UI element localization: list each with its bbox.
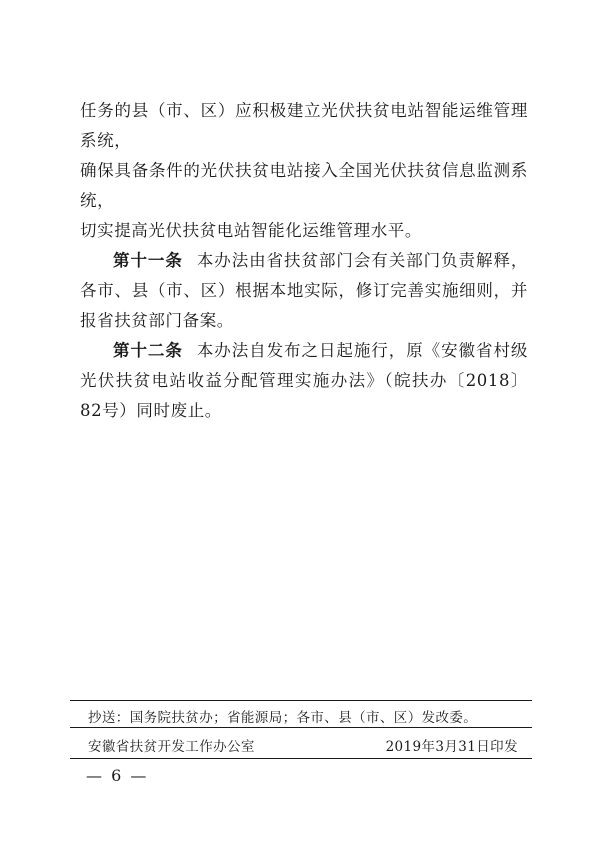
- paragraph-line: 切实提高光伏扶贫电站智能化运维管理水平。: [80, 221, 422, 240]
- article-11: [80, 246, 528, 336]
- cc-line: 抄送：国务院扶贫办；省能源局；各市、县（市、区）发改委。: [88, 710, 478, 726]
- paragraph-line: 任务的县（市、区）应积极建立光伏扶贫电站智能运维管理系统，: [80, 101, 528, 150]
- article-12-number: 第十二条: [113, 341, 183, 360]
- issue-date: 2019年3月31日印发: [385, 739, 518, 755]
- divider-middle: [70, 727, 532, 728]
- body-text: [80, 96, 528, 426]
- page-number: — 6 —: [86, 766, 149, 785]
- paragraph-line: 确保具备条件的光伏扶贫电站接入全国光伏扶贫信息监测系统，: [80, 161, 528, 210]
- paragraph-continued: [80, 96, 528, 246]
- divider-top: [70, 700, 532, 701]
- divider-bottom: [70, 758, 532, 759]
- issuer-name: 安徽省扶贫开发工作办公室: [88, 739, 255, 755]
- article-12: [80, 336, 528, 426]
- article-11-text: 本办法由省扶贫部门会有关部门负责解释，各市、县（市、区）根据本地实际，修订完善实施细则，并报省扶贫部门备案。: [80, 251, 529, 330]
- article-12-text: 本办法自发布之日起施行，原《安徽省村级光伏扶贫电站收益分配管理实施办法》（皖扶办〔2018〕82号）同时废止。: [80, 341, 529, 420]
- article-11-number: 第十一条: [113, 251, 183, 270]
